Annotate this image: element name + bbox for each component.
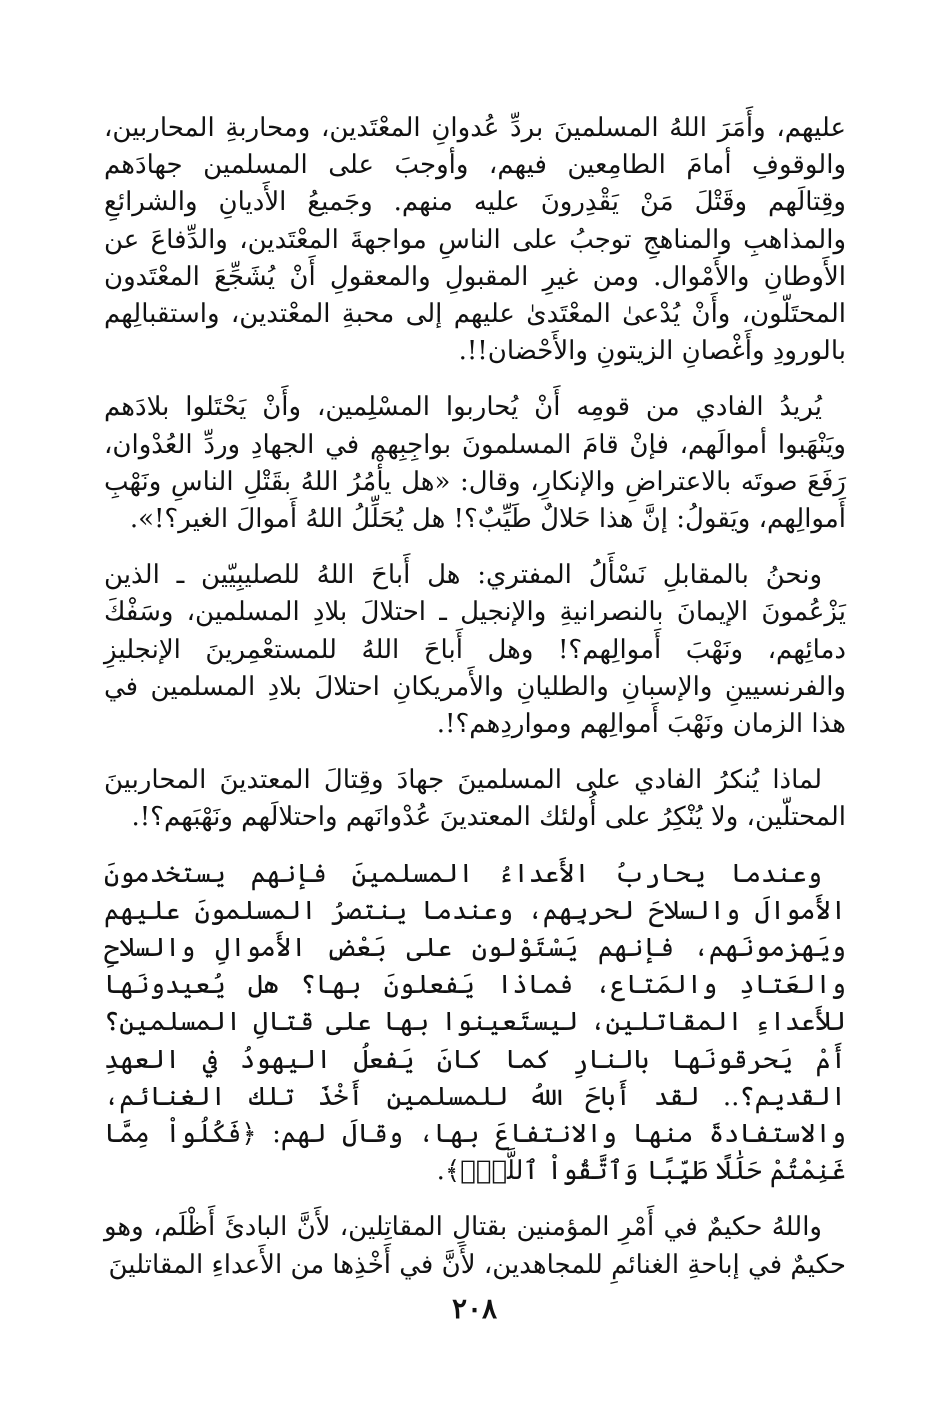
paragraph: واللهُ حكيمٌ في أَمْرِ المؤمنين بقتالِ المقاتِلين، لأَنَّ البادئَ أَظْلَم، وهو حكيمٌ في إباحةِ الغنائمِ للمجاهدين، لأَنَّ في أَخْذِها من الأَعداءِ المقاتلينَ	[104, 1212, 846, 1280]
paragraph: يُريدُ الفادي من قومِه أَنْ يُحاربوا المسْلِمين، وأَنْ يَحْتَلوا بلادَهم ويَنْهَبوا أموالَهم، فإنْ قامَ المسلمونَ بواجِبِهم في الجهادِ وردِّ العُدْوان، رَفَعَ صوتَه بالاعتراضِ والإنكارِ، وقال: «هل يأْمُرُ اللهُ بقَتْلِ الناسِ ونَهْبِ أَموالِهم، ويَقولُ: إنَّ هذا حَلالٌ طَيِّبٌ؟! هل يُحَلِّلُ اللهُ أَموالَ الغير؟!».	[104, 392, 846, 535]
paragraph: عليهم، وأَمَرَ اللهُ المسلمينَ بردِّ عُدوانِ المعْتَدين، ومحاربةِ المحاربين، والوقوفِ أمامَ الطامِعين فيهم، وأوجبَ على المسلمين جهادَهم وقِتالَهم وقَتْلَ مَنْ يَقْدِرونَ عليه منهم. وجَميعُ الأَديانِ والشرائعِ والمذاهبِ والمناهجِ توجبُ على الناسِ مواجهةَ المعْتَدين، والدِّفاعَ عن الأَوطانِ والأَمْوال. ومن غيرِ المقبولِ والمعقولِ أَنْ يُشَجِّعَ المعْتَدون المحتَلّون، وأَنْ يُدْعىٰ المعْتَدىٰ عليهم إلى محبةِ المعْتدين، واستقبالِهم بالورودِ وأَغْصانِ الزيتونِ والأَحْضان!!.	[104, 113, 846, 367]
paragraph: وعندما يحاربُ الأَعداءُ المسلمينَ فإنهم يستخدمونَ الأَموالَ والسلاحَ لحربِهم، وعندما ينتصرُ المسلمونَ عليهم ويَهزمونَهم، فإنهم يَسْتَوْلون على بَعْضِ الأَموالِ والسلاحِ والعَتادِ والمَتاع، فماذا يَفعلونَ بها؟ هل يُعيدونَها للأَعداءِ المقاتلين، ليستَعينوا بها على قتالِ المسلمين؟ أَمْ يَحرقونَها بالنارِ كما كانَ يَفعلُ اليهودُ في العهدِ القديم؟.. لقد أَباحَ اللهُ للمسلمين أَخْذَ تلك الغنائم، والاستفادةَ منها والانتفاعَ بها، وقالَ لهم: ﴿فَكُلُواْ مِمَّا غَنِمْتُمْ حَلَٰلًا طَيِّبًا وَٱتَّقُواْ ٱللَّهَۚ﴾.	[104, 858, 846, 1187]
paragraph: لماذا يُنكرُ الفادي على المسلمينَ جهادَ وقِتالَ المعتدينَ المحاربينَ المحتلّين، ولا يُنْكِرُ على أُولئك المعتدينَ عُدْوانَهم واحتلالَهم ونَهْبَهم؟!.	[104, 765, 846, 833]
page-number: ٢٠٨	[451, 1292, 498, 1325]
paragraph: ونحنُ بالمقابلِ نَسْأَلُ المفتري: هل أَباحَ اللهُ للصليبِيّين ـ الذين يَزْعُمونَ الإيمانَ بالنصرانيةِ والإنجيل ـ احتلالَ بلادِ المسلمين، وسَفْكَ دمائِهم، ونَهْبَ أَموالِهم؟! وهل أَباحَ اللهُ للمستعْمِرينَ الإنجليزِ والفرنسيينِ والإسبانِ والطليانِ والأَمريكانِ احتلالَ بلادِ المسلمين في هذا الزمان ونَهْبَ أَموالِهم ومواردِهم؟!.	[104, 560, 846, 740]
body-text	[104, 110, 846, 1303]
